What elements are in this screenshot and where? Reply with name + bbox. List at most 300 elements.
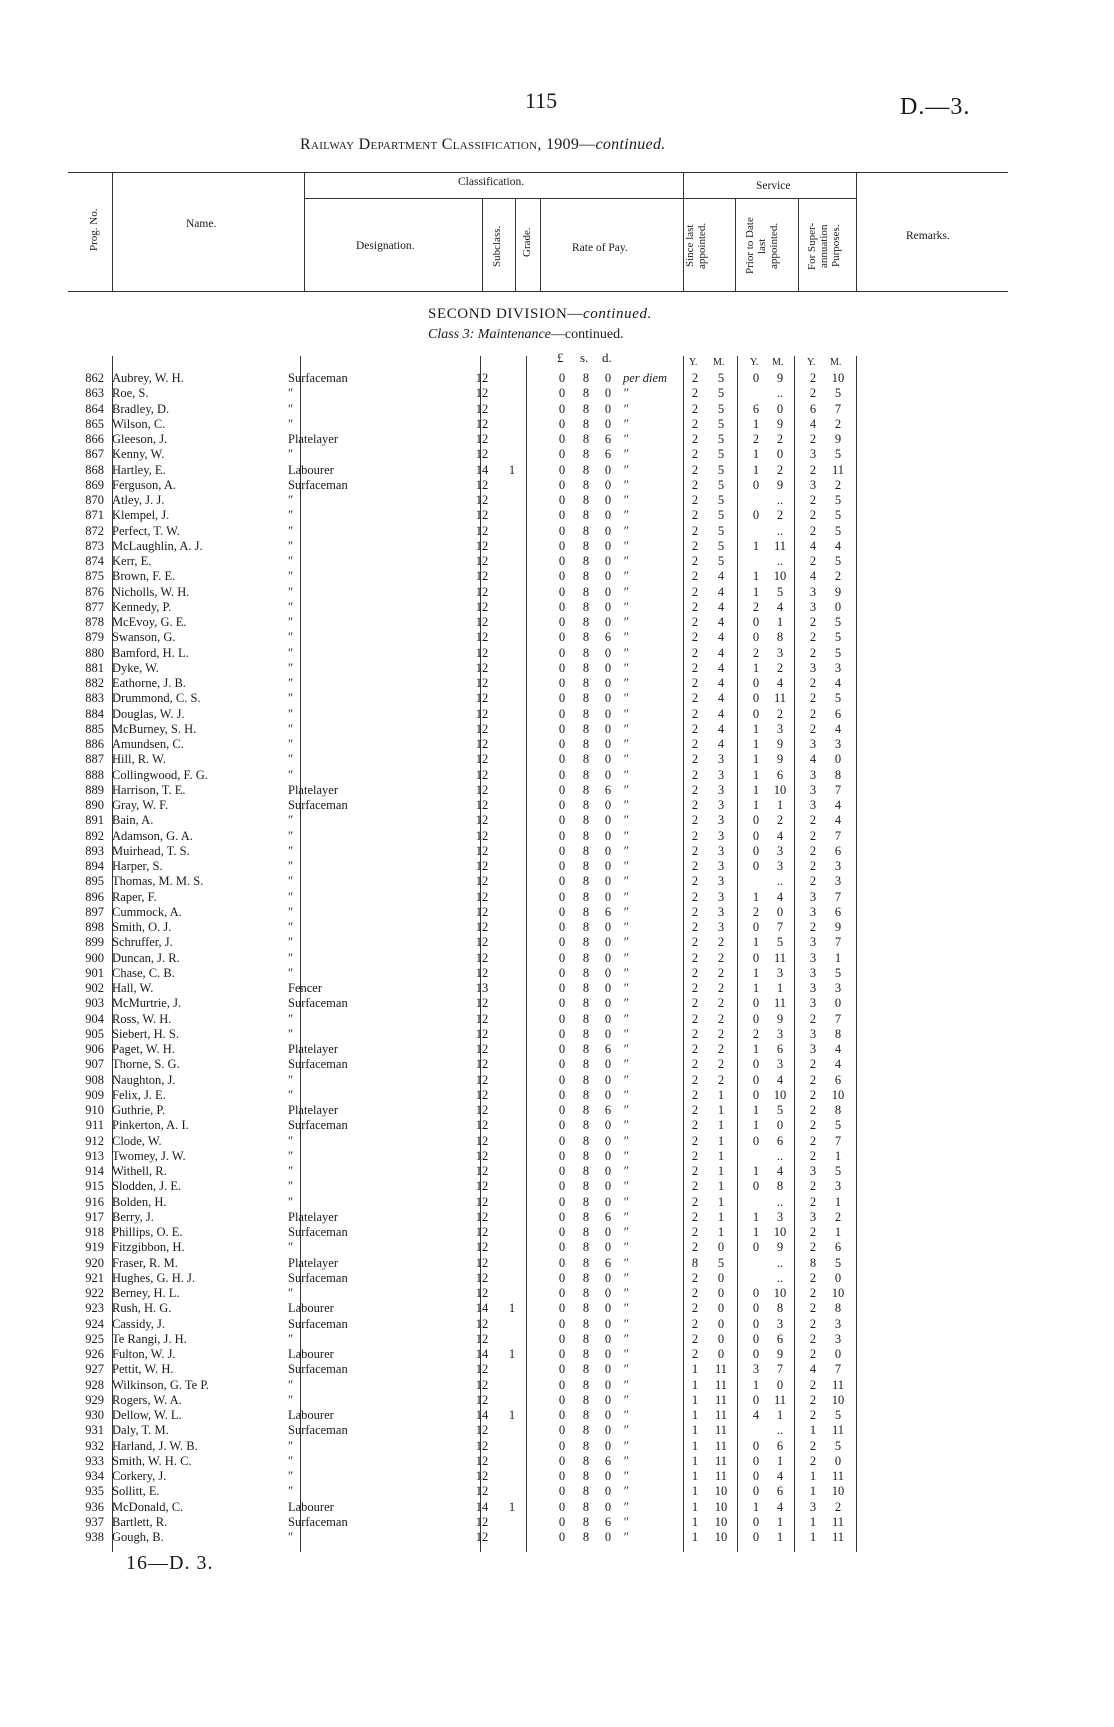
pay-period: ″ <box>623 1194 629 1209</box>
pay-pence: 0 <box>604 1530 612 1544</box>
prog-no: 931 <box>85 1423 104 1438</box>
staff-name: Wilson, C. <box>112 416 166 431</box>
staff-name: Bradley, D. <box>112 401 170 416</box>
prior-months: 9 <box>776 416 784 431</box>
super-years: 2 <box>809 1194 817 1209</box>
pay-period: ″ <box>623 1392 629 1407</box>
table-row <box>0 980 1114 996</box>
pay-pounds: 0 <box>558 1331 566 1346</box>
since-months: 5 <box>717 477 725 492</box>
prog-no: 883 <box>85 691 104 706</box>
pay-pounds: 0 <box>558 477 566 492</box>
pay-pounds: 0 <box>558 1530 566 1544</box>
super-years: 2 <box>809 1331 817 1346</box>
prior-years: 1 <box>752 1103 760 1117</box>
table-row <box>0 1438 1114 1454</box>
pay-pence: 0 <box>604 599 612 614</box>
staff-name: Twomey, J. W. <box>112 1148 186 1163</box>
subclass: 12 <box>475 1286 489 1300</box>
staff-name: Dellow, W. L. <box>112 1408 182 1422</box>
pay-pounds: 0 <box>558 447 566 462</box>
staff-name: Berney, H. L. <box>112 1286 180 1300</box>
pay-period: ″ <box>623 996 629 1011</box>
staff-name: Swanson, G. <box>112 630 176 645</box>
pay-period: ″ <box>623 1484 629 1499</box>
pay-pounds: 0 <box>558 371 566 385</box>
designation: ″ <box>288 920 294 934</box>
super-months: 7 <box>834 1133 842 1148</box>
super-years: 2 <box>809 1438 817 1453</box>
super-years: 2 <box>809 1087 817 1102</box>
prior-months: 11 <box>773 950 787 965</box>
since-months: 5 <box>717 386 725 401</box>
pay-period: ″ <box>623 889 629 904</box>
pay-shillings: 8 <box>582 798 590 812</box>
subclass: 12 <box>475 1514 489 1529</box>
table-row <box>0 858 1114 874</box>
pay-pence: 0 <box>604 584 612 599</box>
grade: 1 <box>508 1301 516 1316</box>
pay-period: ″ <box>623 813 629 828</box>
prior-months: 0 <box>776 1118 784 1133</box>
prior-months: 1 <box>776 615 784 629</box>
header-prior: Prior to Date last appointed. <box>744 217 780 275</box>
since-months: 5 <box>717 538 725 553</box>
unit-pounds: £ <box>557 350 564 365</box>
subclass: 12 <box>475 904 489 919</box>
grade: 1 <box>508 1347 516 1361</box>
super-months: 3 <box>834 874 842 889</box>
staff-name: Gleeson, J. <box>112 432 168 446</box>
table-row <box>0 584 1114 600</box>
prior-months: 4 <box>776 676 784 690</box>
pay-period: ″ <box>623 859 629 873</box>
prog-no: 926 <box>85 1347 104 1361</box>
pay-pounds: 0 <box>558 737 566 751</box>
class-subtitle <box>428 327 624 343</box>
table-row <box>0 675 1114 691</box>
subclass: 12 <box>475 1423 489 1438</box>
prior-years: 1 <box>752 416 760 431</box>
super-years: 2 <box>809 1103 817 1117</box>
super-months: 5 <box>834 1255 842 1270</box>
since-months: 11 <box>714 1408 728 1422</box>
prior-months: 3 <box>776 1209 784 1224</box>
subclass: 12 <box>475 1072 489 1087</box>
subclass: 12 <box>475 1392 489 1407</box>
since-years: 2 <box>691 843 699 858</box>
pay-period: ″ <box>623 1377 629 1392</box>
prior-months: 9 <box>776 1240 784 1255</box>
designation: ″ <box>288 569 294 584</box>
super-years: 2 <box>809 1408 817 1422</box>
table-row <box>0 1148 1114 1164</box>
super-months: 7 <box>834 1362 842 1377</box>
subclass: 12 <box>475 813 489 828</box>
since-months: 2 <box>717 1072 725 1087</box>
super-months: 4 <box>834 1057 842 1072</box>
table-row <box>0 523 1114 539</box>
prog-no: 919 <box>85 1240 104 1255</box>
since-years: 1 <box>691 1423 699 1438</box>
prog-no: 892 <box>85 828 104 843</box>
super-years: 2 <box>809 1301 817 1316</box>
staff-name: Gough, B. <box>112 1530 164 1544</box>
since-years: 2 <box>691 630 699 645</box>
prog-no: 878 <box>85 615 104 629</box>
pay-shillings: 8 <box>582 691 590 706</box>
prior-months: 6 <box>776 1438 784 1453</box>
pay-pence: 0 <box>604 477 612 492</box>
super-months: 5 <box>834 523 842 538</box>
prog-no: 936 <box>85 1499 104 1514</box>
super-years: 2 <box>809 1392 817 1407</box>
since-years: 2 <box>691 782 699 797</box>
pay-period: ″ <box>623 477 629 492</box>
staff-name: Pinkerton, A. I. <box>112 1118 189 1133</box>
since-months: 4 <box>717 584 725 599</box>
since-years: 2 <box>691 1209 699 1224</box>
since-months: 5 <box>717 493 725 507</box>
super-years: 2 <box>809 371 817 385</box>
designation: ″ <box>288 1331 294 1346</box>
super-years: 2 <box>809 1377 817 1392</box>
prog-no: 898 <box>85 920 104 934</box>
pay-shillings: 8 <box>582 996 590 1011</box>
prog-no: 868 <box>85 462 104 477</box>
prog-no: 935 <box>85 1484 104 1499</box>
pay-period: ″ <box>623 599 629 614</box>
prog-no: 925 <box>85 1331 104 1346</box>
prior-months: 4 <box>776 1072 784 1087</box>
since-years: 2 <box>691 950 699 965</box>
designation: ″ <box>288 386 294 401</box>
staff-name: Siebert, H. S. <box>112 1026 180 1041</box>
header-since-last: Since last appointed. <box>684 222 708 270</box>
super-years: 2 <box>809 1270 817 1285</box>
designation: ″ <box>288 676 294 690</box>
header-classification: Classification. <box>458 176 525 188</box>
prior-years: 0 <box>752 843 760 858</box>
table-row <box>0 706 1114 722</box>
since-months: 1 <box>717 1164 725 1178</box>
super-years: 3 <box>809 1164 817 1178</box>
since-months: 3 <box>717 874 725 889</box>
prior-months: 3 <box>776 965 784 980</box>
table-row <box>0 736 1114 752</box>
since-months: 11 <box>714 1392 728 1407</box>
unit-pence: d. <box>602 350 612 365</box>
pay-pounds: 0 <box>558 1011 566 1026</box>
subclass: 12 <box>475 965 489 980</box>
since-years: 2 <box>691 935 699 950</box>
since-years: 2 <box>691 1225 699 1239</box>
prog-no: 863 <box>85 386 104 401</box>
super-years: 2 <box>809 615 817 629</box>
pay-pounds: 0 <box>558 1042 566 1056</box>
prog-no: 875 <box>85 569 104 584</box>
subclass: 12 <box>475 1118 489 1133</box>
since-months: 0 <box>717 1347 725 1361</box>
staff-name: Cummock, A. <box>112 904 182 919</box>
since-months: 4 <box>717 569 725 584</box>
super-years: 3 <box>809 981 817 995</box>
prior-years: 0 <box>752 859 760 873</box>
table-row <box>0 1529 1114 1545</box>
pay-pence: 0 <box>604 676 612 690</box>
super-months: 3 <box>834 660 842 675</box>
prior-months: .. <box>776 874 784 889</box>
subclass: 12 <box>475 538 489 553</box>
since-years: 1 <box>691 1469 699 1483</box>
table-row <box>0 1163 1114 1179</box>
since-months: 0 <box>717 1316 725 1331</box>
super-years: 2 <box>809 1118 817 1133</box>
prior-months: 10 <box>773 1225 787 1239</box>
since-years: 2 <box>691 1194 699 1209</box>
prior-years: 0 <box>752 996 760 1011</box>
header-grade: Grade. <box>521 227 533 257</box>
pay-shillings: 8 <box>582 599 590 614</box>
subclass: 12 <box>475 767 489 782</box>
pay-shillings: 8 <box>582 493 590 507</box>
since-months: 4 <box>717 706 725 721</box>
prog-no: 920 <box>85 1255 104 1270</box>
pay-pounds: 0 <box>558 1438 566 1453</box>
since-months: 1 <box>717 1209 725 1224</box>
pay-pence: 0 <box>604 416 612 431</box>
staff-name: Cassidy, J. <box>112 1316 166 1331</box>
since-years: 2 <box>691 645 699 660</box>
staff-name: Amundsen, C. <box>112 737 184 751</box>
since-months: 1 <box>717 1148 725 1163</box>
table-row <box>0 1209 1114 1225</box>
staff-name: Raper, F. <box>112 889 157 904</box>
prog-no: 902 <box>85 981 104 995</box>
prior-years: 0 <box>752 477 760 492</box>
pay-period: ″ <box>623 1514 629 1529</box>
pay-pence: 0 <box>604 1057 612 1072</box>
pay-pence: 0 <box>604 1164 612 1178</box>
table-row <box>0 1483 1114 1499</box>
prior-months: 7 <box>776 1362 784 1377</box>
title-main: Railway Department Classification, 1909— <box>300 136 596 153</box>
pay-period: ″ <box>623 462 629 477</box>
pay-pounds: 0 <box>558 691 566 706</box>
pay-period: ″ <box>623 1118 629 1133</box>
super-months: 8 <box>834 1301 842 1316</box>
super-years: 3 <box>809 767 817 782</box>
prior-months: 11 <box>773 691 787 706</box>
pay-shillings: 8 <box>582 630 590 645</box>
since-years: 1 <box>691 1392 699 1407</box>
since-months: 3 <box>717 843 725 858</box>
staff-name: Harrison, T. E. <box>112 782 186 797</box>
designation: ″ <box>288 828 294 843</box>
table-row <box>0 1255 1114 1271</box>
since-months: 2 <box>717 1057 725 1072</box>
pay-pence: 0 <box>604 615 612 629</box>
pay-pence: 0 <box>604 1438 612 1453</box>
designation: Platelayer <box>288 1255 338 1270</box>
prior-months: 6 <box>776 1133 784 1148</box>
prior-years: 1 <box>752 1042 760 1056</box>
super-months: 5 <box>834 645 842 660</box>
super-months: 8 <box>834 1026 842 1041</box>
since-years: 1 <box>691 1377 699 1392</box>
prior-years: 1 <box>752 737 760 751</box>
super-months: 11 <box>831 1377 845 1392</box>
super-months: 7 <box>834 782 842 797</box>
super-years: 2 <box>809 1240 817 1255</box>
super-years: 4 <box>809 416 817 431</box>
pay-period: ″ <box>623 874 629 889</box>
super-months: 0 <box>834 752 842 767</box>
prior-months: 2 <box>776 432 784 446</box>
prior-months: 1 <box>776 981 784 995</box>
super-months: 2 <box>834 1209 842 1224</box>
prior-months: 7 <box>776 920 784 934</box>
table-row <box>0 1392 1114 1408</box>
table-row <box>0 1026 1114 1042</box>
pay-shillings: 8 <box>582 1072 590 1087</box>
since-months: 10 <box>714 1514 728 1529</box>
designation: Fencer <box>288 981 323 995</box>
prior-months: 2 <box>776 706 784 721</box>
pay-shillings: 8 <box>582 584 590 599</box>
subclass: 12 <box>475 615 489 629</box>
prior-months: 3 <box>776 721 784 736</box>
pay-pounds: 0 <box>558 1408 566 1422</box>
since-months: 2 <box>717 935 725 950</box>
staff-name: Hartley, E. <box>112 462 166 477</box>
pay-shillings: 8 <box>582 1438 590 1453</box>
staff-name: Kenny, W. <box>112 447 165 462</box>
page-title <box>300 136 666 154</box>
table-row <box>0 1239 1114 1255</box>
pay-pounds: 0 <box>558 1164 566 1178</box>
super-months: 4 <box>834 1042 842 1056</box>
super-months: 5 <box>834 386 842 401</box>
super-years: 3 <box>809 1499 817 1514</box>
staff-name: Harland, J. W. B. <box>112 1438 198 1453</box>
pay-period: ″ <box>623 1148 629 1163</box>
super-years: 1 <box>809 1484 817 1499</box>
pay-pounds: 0 <box>558 615 566 629</box>
super-years: 2 <box>809 813 817 828</box>
pay-pence: 6 <box>604 1255 612 1270</box>
since-years: 2 <box>691 569 699 584</box>
pay-shillings: 8 <box>582 569 590 584</box>
designation: ″ <box>288 401 294 416</box>
pay-period: ″ <box>623 1087 629 1102</box>
super-months: 3 <box>834 1179 842 1194</box>
table-row <box>0 1407 1114 1423</box>
super-years: 1 <box>809 1530 817 1544</box>
staff-name: McDonald, C. <box>112 1499 184 1514</box>
prior-years: 0 <box>752 508 760 523</box>
subclass: 12 <box>475 676 489 690</box>
grade: 1 <box>508 1499 516 1514</box>
pay-pounds: 0 <box>558 1377 566 1392</box>
subclass: 12 <box>475 630 489 645</box>
table-row <box>0 843 1114 859</box>
pay-pence: 0 <box>604 1087 612 1102</box>
prior-years: 3 <box>752 1362 760 1377</box>
pay-pounds: 0 <box>558 1347 566 1361</box>
super-years: 2 <box>809 1347 817 1361</box>
grade: 1 <box>508 462 516 477</box>
pay-shillings: 8 <box>582 843 590 858</box>
pay-pounds: 0 <box>558 782 566 797</box>
header-prog-no: Prog. No. <box>88 208 100 252</box>
division-title <box>428 306 652 323</box>
prior-months: 5 <box>776 1103 784 1117</box>
since-years: 2 <box>691 721 699 736</box>
prior-years: 0 <box>752 1179 760 1194</box>
since-years: 1 <box>691 1453 699 1468</box>
pay-pounds: 0 <box>558 645 566 660</box>
staff-name: McLaughlin, A. J. <box>112 538 203 553</box>
pay-shillings: 8 <box>582 950 590 965</box>
subclass: 12 <box>475 1164 489 1178</box>
designation: Platelayer <box>288 1209 338 1224</box>
designation: Labourer <box>288 1301 334 1316</box>
subclass: 12 <box>475 1331 489 1346</box>
pay-shillings: 8 <box>582 706 590 721</box>
pay-period: ″ <box>623 1026 629 1041</box>
staff-name: Paget, W. H. <box>112 1042 175 1056</box>
super-years: 3 <box>809 798 817 812</box>
prior-months: 1 <box>776 1530 784 1544</box>
super-years: 2 <box>809 493 817 507</box>
since-months: 3 <box>717 767 725 782</box>
super-months: 4 <box>834 798 842 812</box>
staff-name: Harper, S. <box>112 859 163 873</box>
since-years: 2 <box>691 798 699 812</box>
prior-years: 0 <box>752 920 760 934</box>
since-years: 2 <box>691 1072 699 1087</box>
designation: Surfaceman <box>288 1423 348 1438</box>
pay-shillings: 8 <box>582 721 590 736</box>
super-months: 5 <box>834 1438 842 1453</box>
subclass: 12 <box>475 1469 489 1483</box>
pay-pence: 0 <box>604 1148 612 1163</box>
prior-years: 1 <box>752 782 760 797</box>
table-row <box>0 782 1114 798</box>
super-months: 2 <box>834 1499 842 1514</box>
pay-period: ″ <box>623 782 629 797</box>
subclass: 12 <box>475 599 489 614</box>
designation: ″ <box>288 767 294 782</box>
staff-name: Thomas, M. M. S. <box>112 874 204 889</box>
subclass: 12 <box>475 447 489 462</box>
pay-shillings: 8 <box>582 1377 590 1392</box>
since-months: 4 <box>717 691 725 706</box>
prog-no: 881 <box>85 660 104 675</box>
since-years: 2 <box>691 493 699 507</box>
designation: ″ <box>288 416 294 431</box>
prior-months: 3 <box>776 645 784 660</box>
super-years: 2 <box>809 920 817 934</box>
since-years: 2 <box>691 1057 699 1072</box>
subclass: 14 <box>475 462 489 477</box>
pay-pounds: 0 <box>558 1148 566 1163</box>
pay-shillings: 8 <box>582 432 590 446</box>
since-years: 2 <box>691 752 699 767</box>
pay-pence: 0 <box>604 1011 612 1026</box>
pay-period: ″ <box>623 950 629 965</box>
